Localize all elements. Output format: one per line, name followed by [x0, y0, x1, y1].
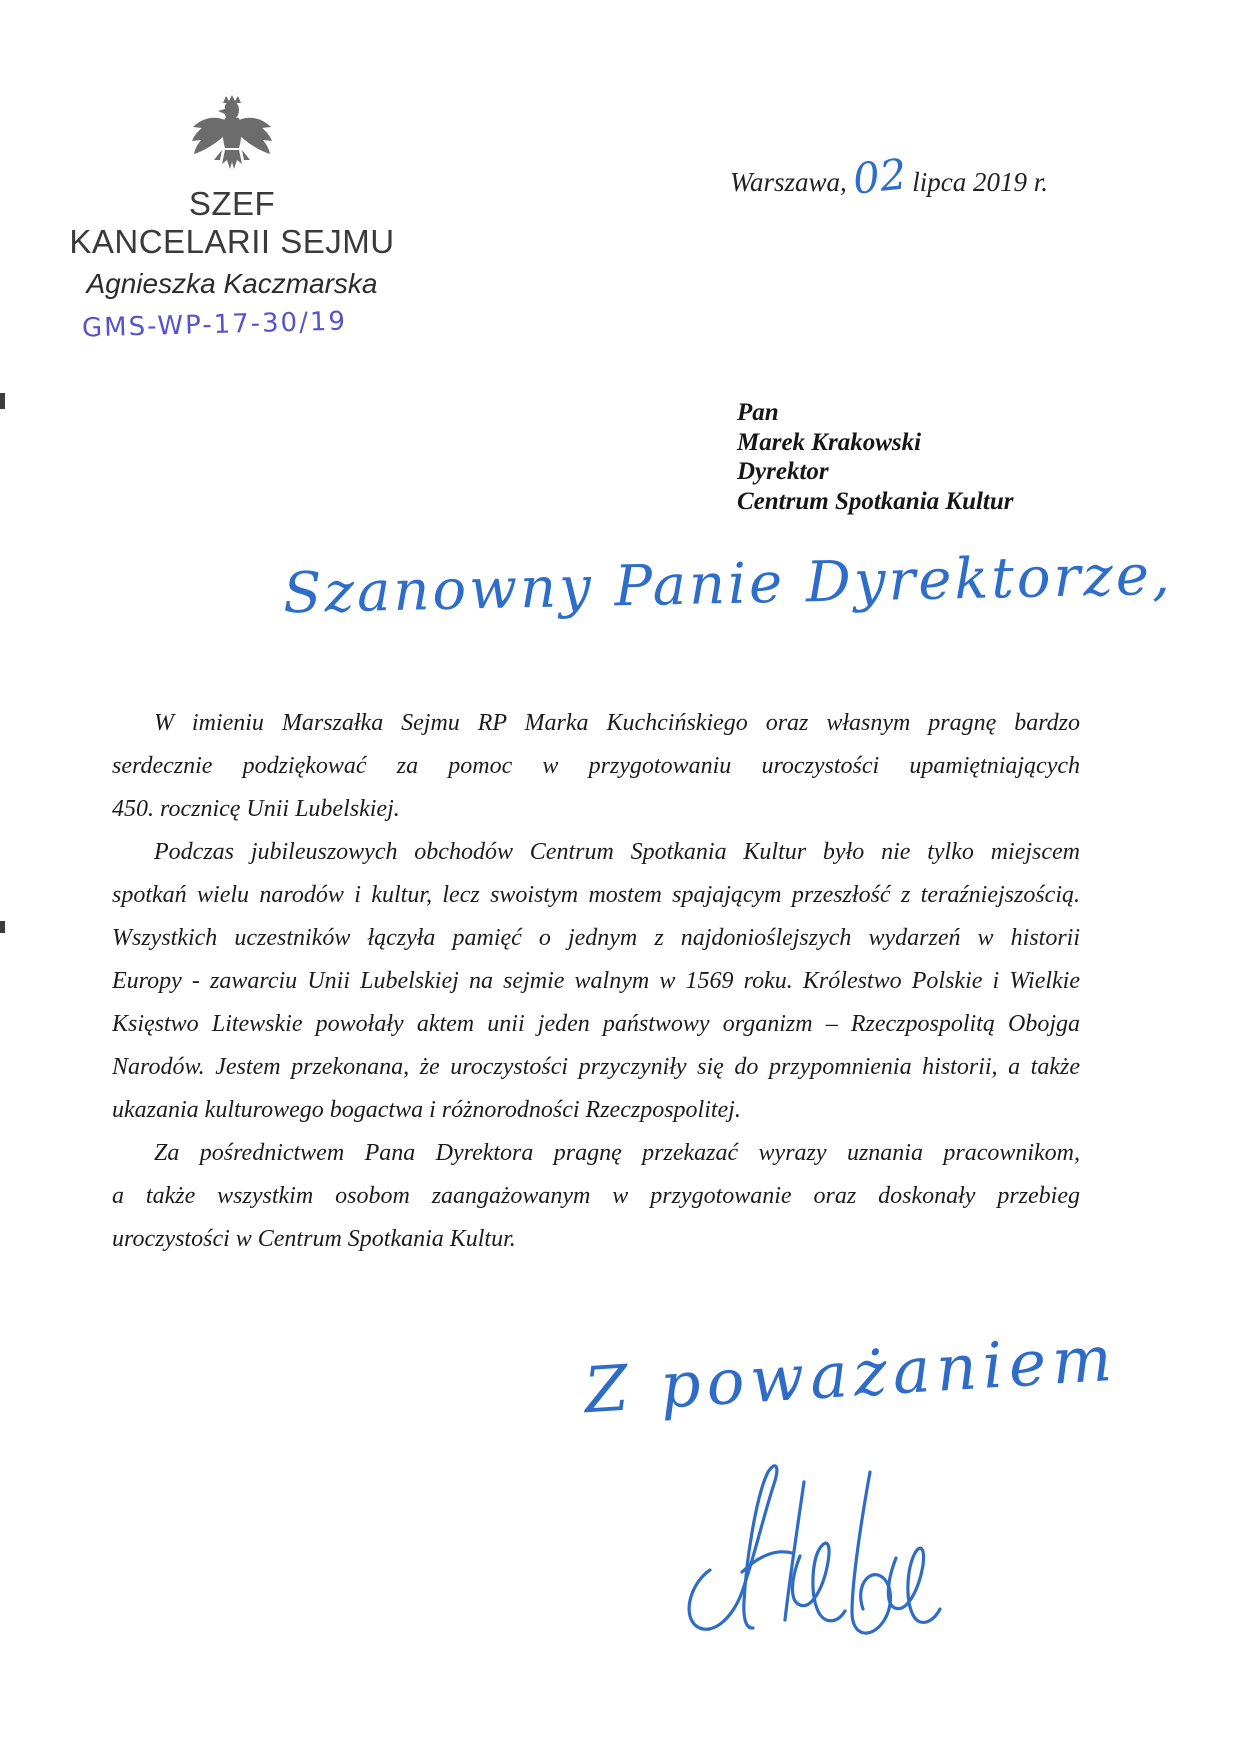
- body-line: a także wszystkim osobom zaangażowanym w przygotowanie oraz doskonały przebieg: [112, 1183, 1080, 1209]
- recipient-block: [737, 398, 1014, 516]
- dateline-rest: lipca 2019 r.: [912, 167, 1049, 197]
- letter-body: [112, 702, 1080, 1261]
- body-line: spotkań wielu narodów i kultur, lecz swoistym mostem spajającym przeszłość z teraźniejszością.: [112, 882, 1080, 908]
- sender-title-line1: SZEF: [188, 185, 276, 222]
- dateline: [730, 149, 1049, 204]
- body-line: Za pośrednictwem Pana Dyrektora pragnę przekazać wyrazy uznania pracownikom,: [154, 1140, 1080, 1166]
- reference-number-handwritten: GMS-WP-17-30/19: [81, 306, 348, 344]
- body-line: serdecznie podziękować za pomoc w przygotowaniu uroczystości upamiętniających: [112, 753, 1080, 779]
- body-line: ukazania kulturowego bogactwa i różnorodności Rzeczpospolitej.: [112, 1097, 741, 1123]
- body-line: uroczystości w Centrum Spotkania Kultur.: [112, 1226, 516, 1252]
- signature-scrawl: [672, 1452, 972, 1667]
- recipient-line: Dyrektor: [737, 458, 829, 485]
- salutation-handwritten: Szanowny Panie Dyrektorze,: [282, 542, 1174, 627]
- recipient-line: Centrum Spotkania Kultur: [737, 487, 1014, 515]
- sender-title-line2: KANCELARII SEJMU: [69, 223, 395, 260]
- valediction-handwritten: Z poważaniem: [582, 1321, 1120, 1428]
- dateline-day-handwritten: 02: [850, 149, 909, 204]
- sender-name: Agnieszka Kaczmarska: [86, 268, 378, 299]
- scan-speck: [0, 921, 5, 933]
- body-line: Księstwo Litewskie powołały aktem unii jeden państwowy organizm – Rzeczpospolitą Obojga: [112, 1011, 1080, 1037]
- body-line: Podczas jubileuszowych obchodów Centrum Spotkania Kultur było nie tylko miejscem: [154, 839, 1080, 865]
- recipient-line: Marek Krakowski: [737, 428, 922, 456]
- recipient-line: Pan: [737, 399, 779, 426]
- body-line: Europy - zawarciu Unii Lubelskiej na sejmie walnym w 1569 roku. Królestwo Polskie i Wielkie: [112, 968, 1080, 994]
- body-line: Wszystkich uczestników łączyła pamięć o jednym z najdonioślejszych wydarzeń w historii: [112, 925, 1080, 951]
- body-line: Narodów. Jestem przekonana, że uroczystości przyczyniły się do przypomnienia historii, a także: [112, 1054, 1080, 1080]
- letterhead: [66, 93, 398, 301]
- dateline-city: Warszawa,: [730, 167, 847, 197]
- scan-speck: [0, 393, 5, 409]
- body-line: W imieniu Marszałka Sejmu RP Marka Kuchcińskiego oraz własnym pragnę bardzo: [154, 710, 1080, 736]
- polish-eagle-emblem: [189, 93, 275, 185]
- body-line: 450. rocznicę Unii Lubelskiej.: [112, 796, 400, 822]
